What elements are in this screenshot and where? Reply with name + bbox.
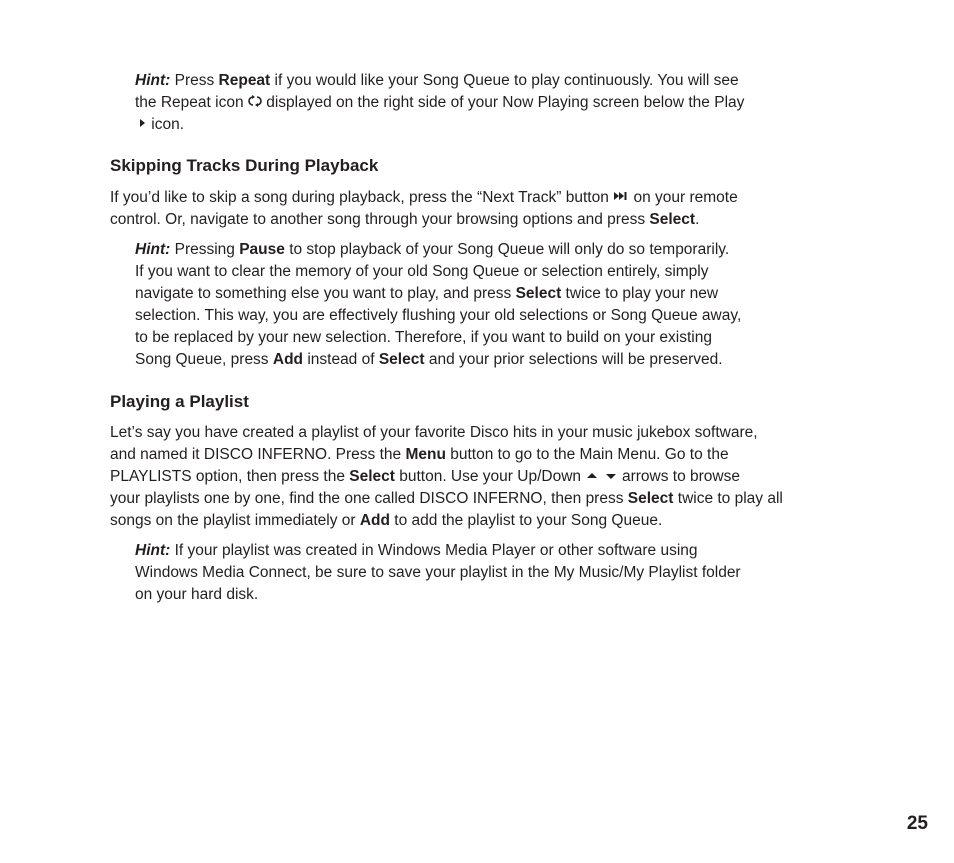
repeat-icon (248, 92, 262, 114)
hint-repeat: Hint: Press Repeat if you would like your Song Queue to play continuously. You will see the Repeat icon displayed on the right side of your Now Playing screen below the Play icon. (135, 70, 835, 136)
up-arrow-icon (585, 466, 599, 488)
hint-pause: Hint: Pressing Pause to stop playback of your Song Queue will only do so temporarily. If you want to clear the memory of your old Song Queue or selection entirely, simply navigate to something else you want to play, and press Select twice to play your new selection. This way, you are effectively flushing your old selections or Song Queue away, to be replaced by your new selection. Therefore, if you want to build on your existing Song Queue, press Add instead of Select and your prior selections will be preserved. (135, 241, 742, 368)
down-arrow-icon (604, 466, 618, 488)
section-heading-playlist: Playing a Playlist (110, 392, 249, 411)
next-track-icon (613, 187, 629, 209)
page-number: 25 (906, 813, 928, 834)
hint-label: Hint: (135, 542, 171, 559)
hint-windows-media: Hint: If your playlist was created in Windows Media Player or other software using Windows Media Connect, be sure to save your playlist in the My Music/My Playlist folder on your hard disk. (135, 542, 741, 603)
paragraph-skipping: If you’d like to skip a song during playback, press the “Next Track” button on your remote control. Or, navigate to another song through your browsing options and press Select. (110, 187, 850, 231)
section-heading-skipping: Skipping Tracks During Playback (110, 156, 379, 175)
hint-label: Hint: (135, 241, 171, 258)
hint-label: Hint: (135, 72, 171, 89)
paragraph-playlist: Let’s say you have created a playlist of your favorite Disco hits in your music jukebox software, and named it DISCO INFERNO. Press the Menu button to go to the Main Menu. Go to the PLAYLISTS option, then press the Select button. Use your Up/Down arrows to browse your playlists one by one, find the one called DISCO INFERNO, then press Select twice to play all songs on the playlist immediately or Add to add the playlist to your Song Queue. (110, 424, 783, 530)
play-icon (135, 114, 147, 136)
